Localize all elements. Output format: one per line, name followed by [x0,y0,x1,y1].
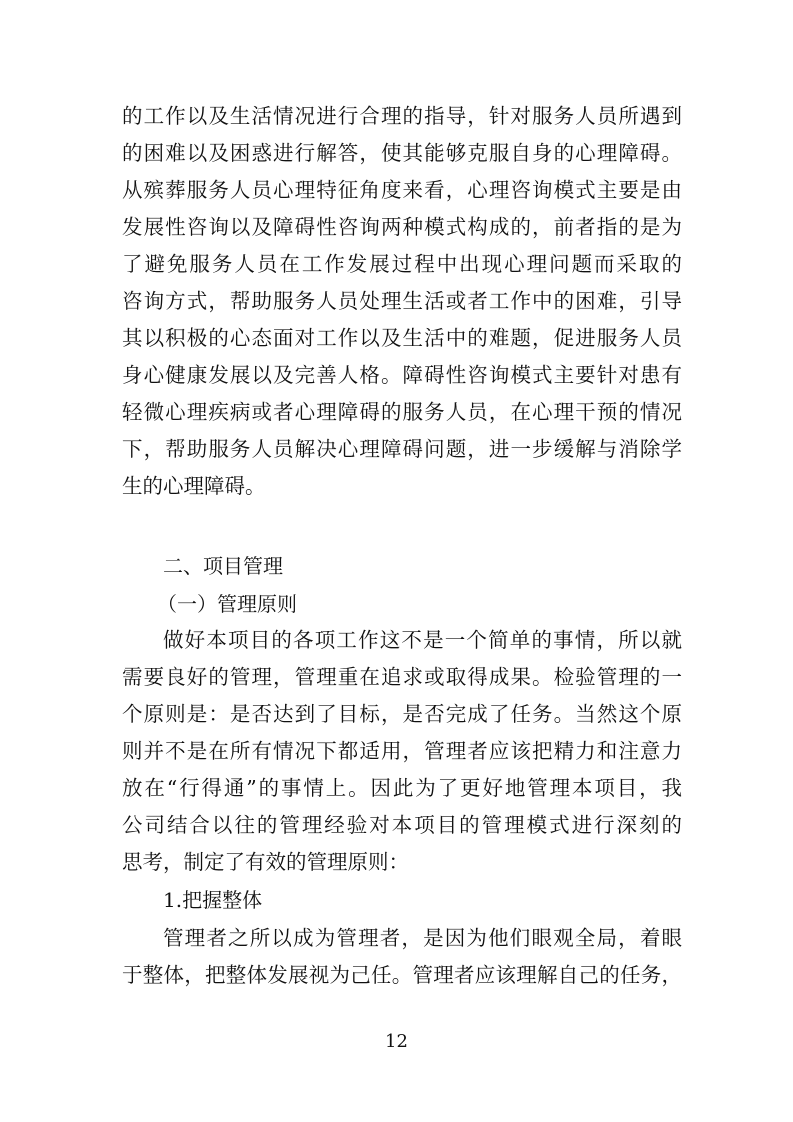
text-line: 的困难以及困惑进行解答，使其能够克服自身的心理障碍。 [122,141,682,165]
paragraph-continuation [122,98,682,505]
text-line: 发展性咨询以及障碍性咨询两种模式构成的，前者指的是为 [122,215,682,239]
item-heading: 1.把握整体 [163,888,263,912]
paragraph-principles [122,622,682,881]
section-heading-block [122,548,682,585]
section-heading: 二、项目管理 [163,554,283,578]
paragraph-overall [122,920,682,994]
text-line: 从殡葬服务人员心理特征角度来看，心理咨询模式主要是由 [122,178,682,202]
text-line: 放在“行得通”的事情上。因此为了更好地管理本项目，我 [122,776,682,800]
text-line: 则并不是在所有情况下都适用，管理者应该把精力和注意力 [122,739,682,763]
text-line: 管理者之所以成为管理者，是因为他们眼观全局，着眼 [163,926,682,950]
text-line: 了避免服务人员在工作发展过程中出现心理问题而采取的 [122,252,682,276]
text-line: 咨询方式，帮助服务人员处理生活或者工作中的困难，引导 [122,289,682,313]
text-line: 公司结合以往的管理经验对本项目的管理模式进行深刻的 [122,813,682,837]
page-number: 12 [385,1031,408,1052]
text-line: 需要良好的管理，管理重在追求或取得成果。检验管理的一 [122,665,682,689]
text-line: 其以积极的心态面对工作以及生活中的难题，促进服务人员 [122,326,682,350]
subsection-heading: （一）管理原则 [157,592,297,616]
text-line: 思考，制定了有效的管理原则： [122,850,409,874]
text-line: 个原则是：是否达到了目标，是否完成了任务。当然这个原 [122,702,682,726]
text-line: 轻微心理疾病或者心理障碍的服务人员，在心理干预的情况 [122,400,682,424]
text-line: 下，帮助服务人员解决心理障碍问题，进一步缓解与消除学 [122,437,682,461]
item-heading-block [122,882,682,919]
text-line: 身心健康发展以及完善人格。障碍性咨询模式主要针对患有 [122,363,682,387]
subsection-heading-block [122,586,682,623]
text-line: 于整体，把整体发展视为己任。管理者应该理解自己的任务， [122,963,682,987]
text-line: 的工作以及生活情况进行合理的指导，针对服务人员所遇到 [122,104,682,128]
text-line: 生的心理障碍。 [122,474,266,498]
text-line: 做好本项目的各项工作这不是一个简单的事情，所以就 [163,628,682,652]
